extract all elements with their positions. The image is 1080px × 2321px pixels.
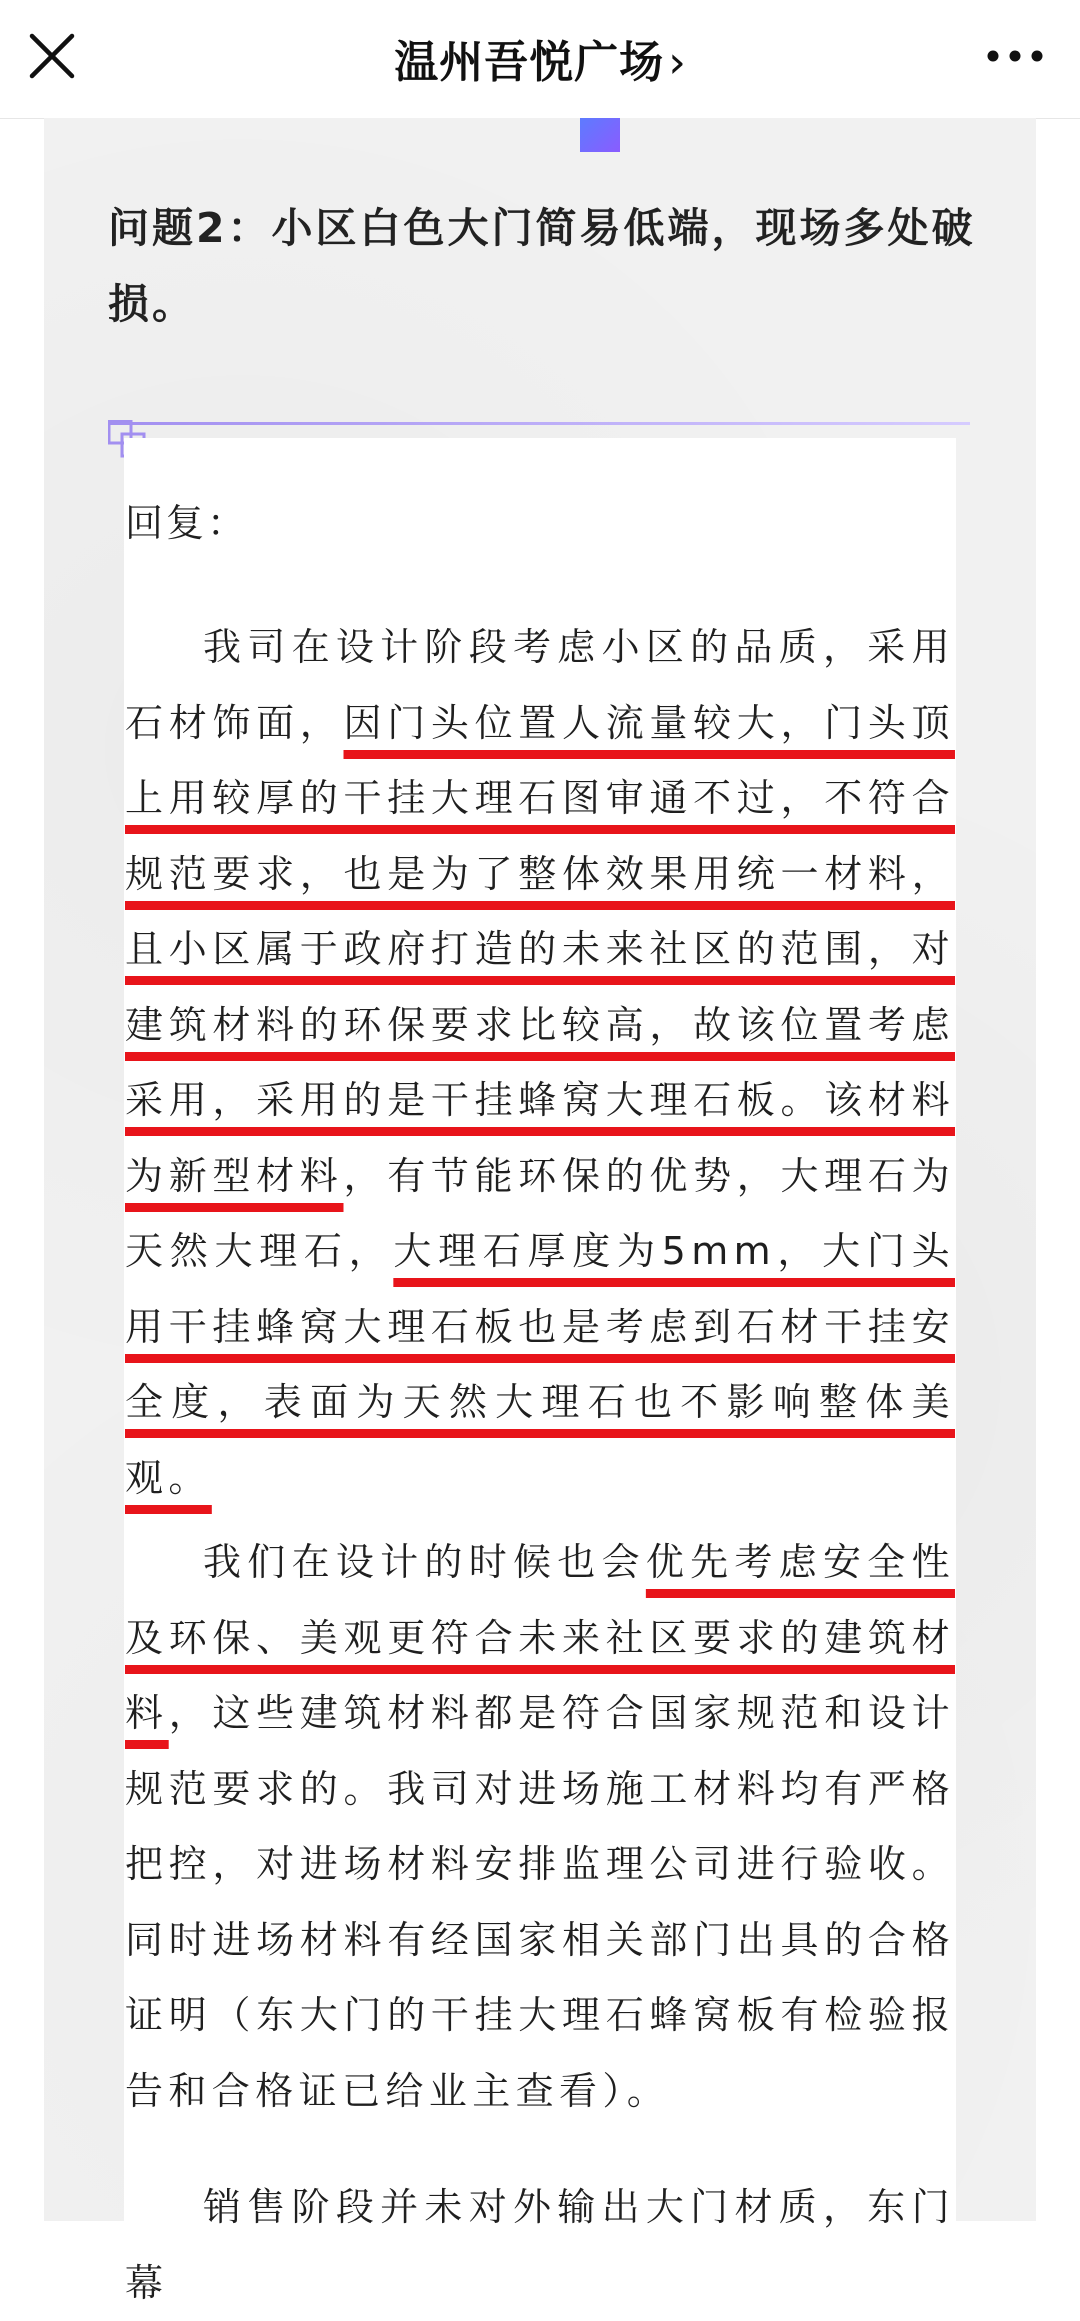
p2-text-1: 我们在设计的时候也会 bbox=[203, 1540, 646, 1584]
top-nav-bar bbox=[0, 0, 1080, 119]
chevron-right-icon: › bbox=[668, 37, 686, 88]
section-divider bbox=[110, 422, 970, 425]
p2-text-2: ，这些建筑材料都是符合国家规范和设计规范要求的。我司对进场施工材料均有严格把控，对进场材料安排监理公司进行验收。同时进场材料有经国家相关部门出具的合格证明（东大门的干挂大理石蜂窝板有检验报告和合格证已给业主查看）。 bbox=[125, 1691, 955, 2113]
p2-highlight-1: 优先考虑安全性及环保、美观更符合未来社区要求的建筑材料 bbox=[125, 1540, 955, 1735]
question-heading: 问题2：小区白色大门简易低端，现场多处破损。 bbox=[108, 204, 976, 328]
more-dots-icon[interactable] bbox=[980, 36, 1050, 76]
reply-paragraph-1 bbox=[125, 610, 955, 1516]
reply-paragraph-3-partial: 销售阶段并未对外输出大门材质，东门幕 bbox=[125, 2185, 955, 2305]
decorative-accent-square bbox=[580, 118, 620, 152]
p1-highlight-1: 因门头位置人流量较大，门头顶上用较厚的干挂大理石图审通不过，不符合规范要求，也是为了整体效果用统一材料，且小区属于政府打造的未来社区的范围，对建筑材料的环保要求比较高，故该位置考虑采用，采用的是干挂蜂窝大理石板。该材料为新型材料 bbox=[125, 700, 955, 1198]
account-name: 温州吾悦广场 bbox=[394, 37, 665, 88]
nav-title-link[interactable] bbox=[0, 26, 1080, 90]
p1-highlight-2: 大理石厚度为5mm，大门头用干挂蜂窝大理石板也是考虑到石材干挂安全度，表面为天然大理石也不影响整体美观。 bbox=[125, 1229, 955, 1500]
reply-label: 回复： bbox=[125, 501, 249, 545]
p1-text-1: 我司在设计阶段考虑小区的品质，采用石材饰面， bbox=[125, 625, 955, 745]
p1-text-2: ，有节能环保的优势，大理石为天然大理石， bbox=[125, 1153, 955, 1273]
reply-paragraph-2 bbox=[125, 1525, 955, 2129]
